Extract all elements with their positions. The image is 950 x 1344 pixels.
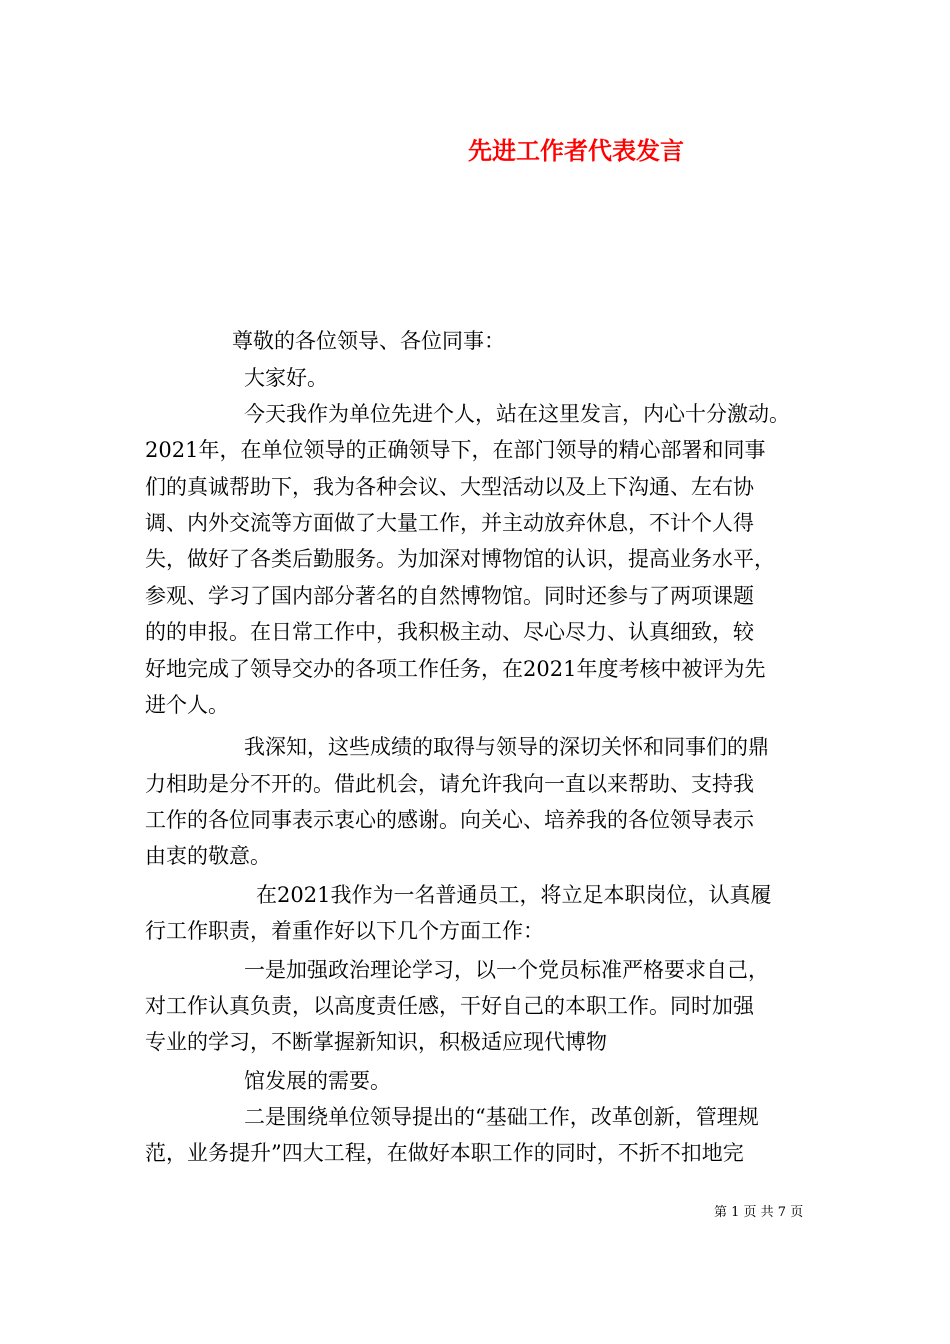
body-line: 二是围绕单位领导提出的“基础工作，改革创新，管理规 bbox=[244, 1105, 759, 1129]
body-line: 由衷的敬意。 bbox=[145, 844, 271, 868]
document-title: 先进工作者代表发言 bbox=[468, 136, 684, 165]
body-line: 在2021我作为一名普通员工，将立足本职岗位，认真履 bbox=[256, 883, 772, 907]
body-line: 的的申报。在日常工作中，我积极主动、尽心尽力、认真细致，较 bbox=[145, 620, 754, 644]
body-line: 2021年，在单位领导的正确领导下，在部门领导的精心部署和同事 bbox=[145, 438, 766, 462]
body-line: 范，业务提升”四大工程，在做好本职工作的同时，不折不扣地完 bbox=[145, 1141, 744, 1165]
body-line: 调、内外交流等方面做了大量工作，并主动放弃休息，不计个人得 bbox=[145, 511, 754, 535]
body-line: 工作的各位同事表示衷心的感谢。向关心、培养我的各位领导表示 bbox=[145, 808, 754, 832]
body-line: 力相助是分不开的。借此机会，请允许我向一直以来帮助、支持我 bbox=[145, 772, 754, 796]
body-line: 一是加强政治理论学习，以一个党员标准严格要求自己， bbox=[244, 958, 769, 982]
body-line: 参观、学习了国内部分著名的自然博物馆。同时还参与了两项课题 bbox=[145, 584, 754, 608]
body-line: 今天我作为单位先进个人，站在这里发言，内心十分激动。 bbox=[244, 402, 790, 426]
body-line: 失，做好了各类后勤服务。为加深对博物馆的认识，提高业务水平， bbox=[145, 547, 775, 571]
body-line: 进个人。 bbox=[145, 693, 229, 717]
body-line: 好地完成了领导交办的各项工作任务，在2021年度考核中被评为先 bbox=[145, 657, 766, 681]
body-line: 专业的学习，不断掌握新知识，积极适应现代博物 bbox=[145, 1030, 607, 1054]
body-line: 对工作认真负责，以高度责任感，干好自己的本职工作。同时加强 bbox=[145, 994, 754, 1018]
body-line: 尊敬的各位领导、各位同事： bbox=[232, 329, 505, 353]
body-line: 行工作职责，着重作好以下几个方面工作： bbox=[145, 919, 544, 943]
body-line: 大家好。 bbox=[244, 366, 328, 390]
body-line: 馆发展的需要。 bbox=[244, 1069, 391, 1093]
body-line: 们的真诚帮助下，我为各种会议、大型活动以及上下沟通、左右协 bbox=[145, 475, 754, 499]
body-line: 我深知，这些成绩的取得与领导的深切关怀和同事们的鼎 bbox=[244, 735, 769, 759]
page-number: 第 1 页 共 7 页 bbox=[714, 1205, 804, 1220]
